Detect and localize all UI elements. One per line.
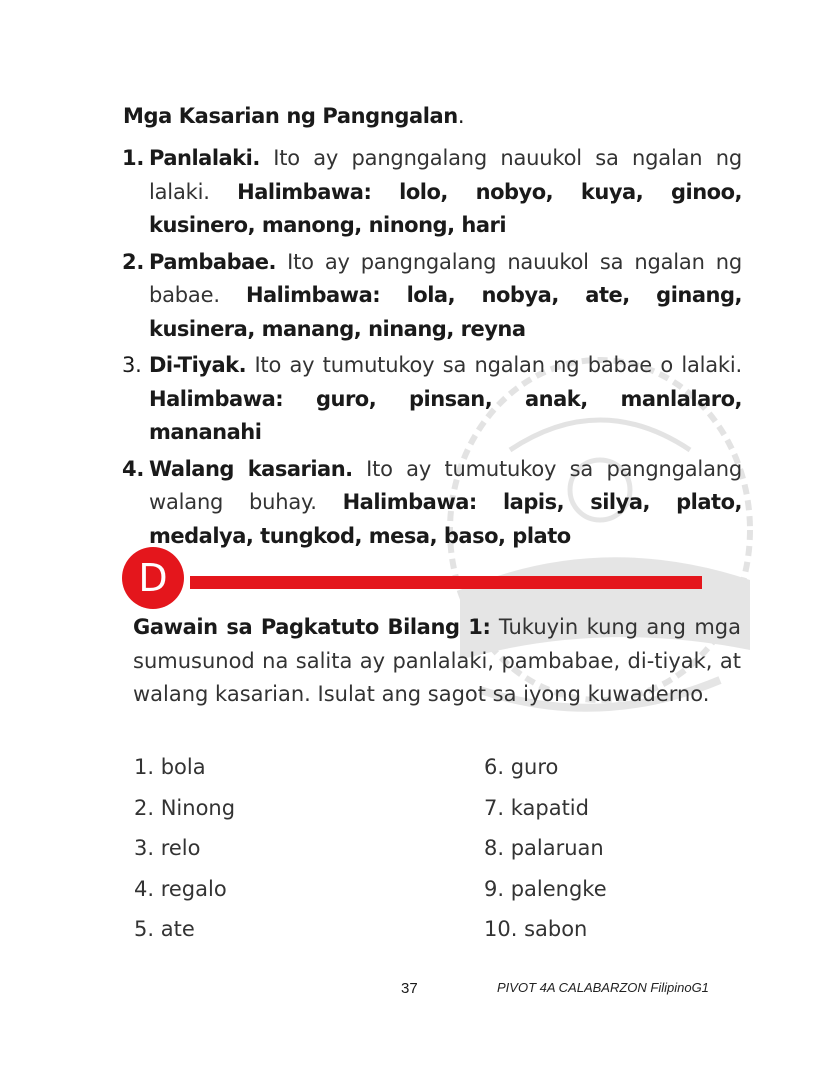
category-examples: Halimbawa: guro, pinsan, anak, manlalaro, mananahi — [149, 386, 742, 444]
category-term: Panlalaki. — [149, 146, 260, 170]
list-item: 8. palaruan — [484, 836, 604, 860]
page-number: 37 — [401, 980, 418, 997]
item-number: 3. — [122, 353, 142, 377]
category-examples: Halimbawa: lolo, nobyo, kuya, ginoo, kusinero, manong, ninong, hari — [149, 179, 742, 237]
category-examples: Halimbawa: lapis, silya, plato, medalya, tungkod, mesa, baso, plato — [149, 490, 742, 548]
category-term: Pambabae. — [149, 249, 277, 274]
word-column-left — [134, 749, 235, 952]
list-item: 2. Ninong — [134, 795, 236, 820]
activity-instructions — [133, 611, 741, 712]
gender-categories-list — [122, 142, 742, 556]
list-item — [122, 349, 742, 450]
category-description: Ito ay pangngalang nauukol sa ngalan ng babae. — [149, 249, 742, 307]
list-item — [122, 246, 742, 347]
section-letter-badge: D — [122, 547, 184, 609]
item-number: 1. — [122, 146, 145, 170]
category-description: Ito ay tumutukoy sa pangngalang walang buhay. — [149, 456, 742, 514]
list-item: 4. regalo — [134, 876, 227, 901]
list-item: 10. sabon — [484, 917, 588, 941]
list-item: 5. ate — [134, 917, 195, 941]
word-column-right — [484, 749, 607, 952]
category-description: Ito ay pangngalang nauukol sa ngalan ng lalaki. — [149, 146, 742, 204]
list-item — [122, 142, 742, 243]
section-title: Mga Kasarian ng Pangngalan. — [123, 104, 465, 128]
section-divider-line — [190, 576, 702, 589]
category-examples: Halimbawa: lola, nobya, ate, ginang, kusinera, manang, ninang, reyna — [149, 283, 742, 341]
list-item — [122, 453, 742, 554]
item-number: 4. — [122, 456, 145, 481]
category-term: Walang kasarian. — [149, 456, 353, 481]
footer-source: PIVOT 4A CALABARZON FilipinoG1 — [497, 980, 709, 995]
item-number: 2. — [122, 249, 145, 274]
category-term: Di-Tiyak. — [149, 353, 247, 377]
list-item: 1. bola — [134, 755, 206, 779]
list-item: 7. kapatid — [484, 795, 589, 820]
activity-label: Gawain sa Pagkatuto Bilang 1: — [133, 615, 491, 639]
list-item: 9. palengke — [484, 876, 607, 901]
activity-text: Tukuyin kung ang mga sumusunod na salita ay panlalaki, pambabae, di-tiyak, at walang kasarian. Isulat ang sagot sa iyong kuwaderno. — [133, 615, 741, 706]
category-description: Ito ay tumutukoy sa ngalan ng babae o lalaki. — [254, 353, 742, 377]
list-item: 6. guro — [484, 755, 559, 779]
list-item: 3. relo — [134, 836, 201, 860]
